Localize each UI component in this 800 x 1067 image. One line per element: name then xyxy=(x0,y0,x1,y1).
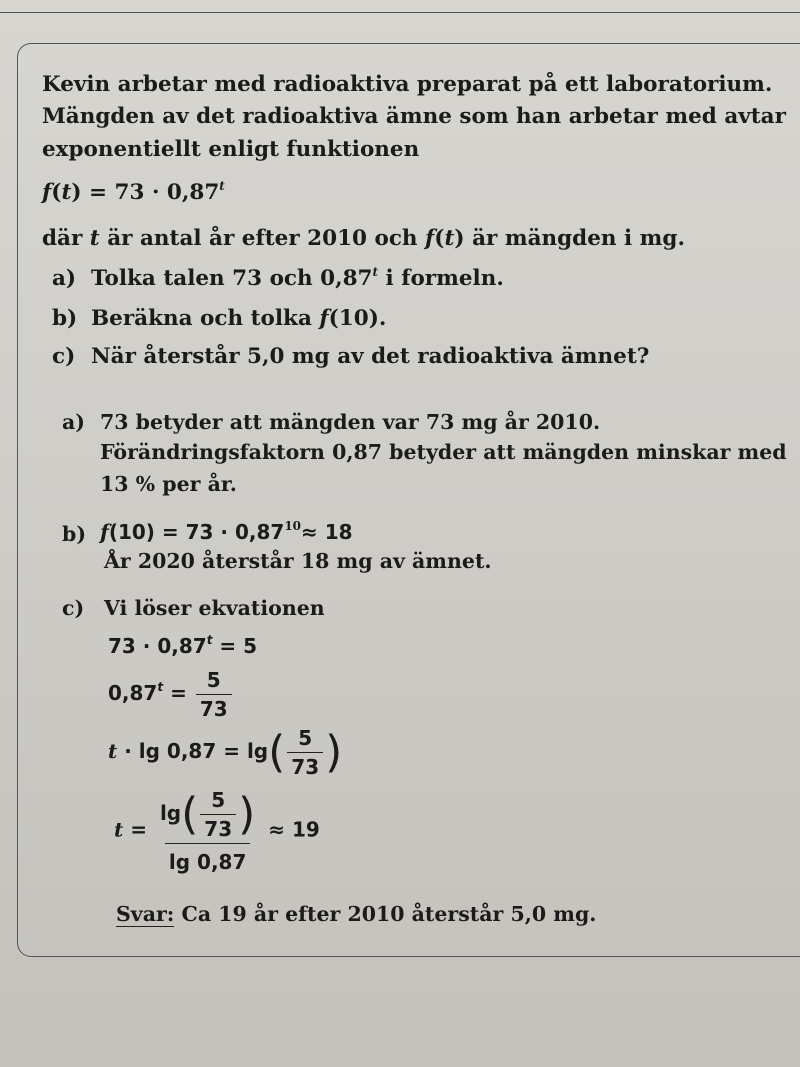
formula-rhs: = 73 · 0,87 xyxy=(89,180,220,205)
b-func: f xyxy=(100,520,109,544)
desc-post: är mängden i mg. xyxy=(472,226,685,251)
qb-pre: Beräkna och tolka xyxy=(91,306,312,331)
solution-a-line-3: 13 % per år. xyxy=(100,472,237,496)
question-a-label: a) xyxy=(52,266,77,291)
eq3-fraction xyxy=(287,726,323,779)
eq2-exp: t xyxy=(157,680,164,694)
eq3-mid: · lg 0,87 = lg xyxy=(124,739,269,763)
problem-line-2: Mängden av det radioaktiva ämne som han arbetar med avtar xyxy=(42,104,786,129)
eq4-fraction xyxy=(156,788,259,874)
desc-func-var: t xyxy=(444,226,455,251)
qb-arg: (10). xyxy=(328,306,387,331)
solution-a-line-2: Förändringsfaktorn 0,87 betyder att mängden minskar med xyxy=(100,440,787,464)
qa-pre: Tolka talen 73 och 0,87 xyxy=(91,266,373,291)
desc-pre: där xyxy=(42,226,83,251)
question-c: När återstår 5,0 mg av det radioaktiva ämnet? xyxy=(91,344,650,369)
desc-var: t xyxy=(89,226,100,251)
answer-line xyxy=(116,902,596,926)
solution-a-label: a) xyxy=(62,410,85,434)
answer-text: Ca 19 år efter 2010 återstår 5,0 mg. xyxy=(181,902,597,926)
equation-1 xyxy=(108,634,257,658)
eq4-inner-fraction xyxy=(200,788,236,841)
b-expr: (10) = 73 · 0,87 xyxy=(108,520,285,544)
eq1-post: = 5 xyxy=(219,634,258,658)
equation-2 xyxy=(108,668,234,721)
formula-exp: t xyxy=(219,179,225,193)
formula: $f(t) = 73 \cdot 0,87^t$ xyxy=(42,179,225,205)
eq2-num: 5 xyxy=(206,668,221,692)
eq4-var: t xyxy=(114,817,124,842)
page-top-rule xyxy=(0,0,800,13)
eq4-result: ≈ 19 xyxy=(268,817,320,842)
formula-func: f xyxy=(42,180,52,205)
eq3-den: 73 xyxy=(287,752,323,779)
question-a xyxy=(91,266,504,291)
qa-exp: t xyxy=(372,265,379,279)
eq4-num: 5 xyxy=(211,788,226,812)
solution-a-line-1: 73 betyder att mängden var 73 mg år 2010. xyxy=(100,410,601,434)
solution-b-label: b) xyxy=(62,522,87,546)
b-exp: 10 xyxy=(284,519,302,533)
solution-c-label: c) xyxy=(62,596,85,620)
question-b xyxy=(91,306,386,331)
qb-func: f xyxy=(319,306,329,331)
equation-4 xyxy=(114,788,320,874)
solution-b-expression xyxy=(100,520,353,544)
problem-line-3: exponentiellt enligt funktionen xyxy=(42,137,420,162)
eq4-lg: lg xyxy=(159,801,182,825)
question-b-label: b) xyxy=(52,306,78,331)
desc-mid: är antal år efter 2010 och xyxy=(107,226,418,251)
eq3-var: t xyxy=(108,739,118,763)
eq1-pre: 73 · 0,87 xyxy=(108,634,207,658)
formula-var: t xyxy=(61,180,72,205)
eq4-bottom: lg 0,87 xyxy=(165,843,250,874)
problem-line-1: Kevin arbetar med radioaktiva preparat på ett laboratorium. xyxy=(42,72,773,97)
eq2-fraction xyxy=(196,668,232,721)
eq3-num: 5 xyxy=(298,726,313,750)
desc-func: f xyxy=(425,226,435,251)
solution-c-intro: Vi löser ekvationen xyxy=(104,596,325,620)
eq4-den: 73 xyxy=(200,814,236,841)
answer-label: Svar: xyxy=(116,902,175,926)
eq1-exp: t xyxy=(206,633,213,647)
problem-description: där t är antal år efter 2010 och f(t) är mängden i mg. xyxy=(42,226,685,251)
eq2-eq: = xyxy=(170,681,187,705)
eq2-pre: 0,87 xyxy=(108,681,158,705)
eq4-eq: = xyxy=(130,817,147,842)
b-result: ≈ 18 xyxy=(301,520,353,544)
qa-post: i formeln. xyxy=(385,266,504,291)
equation-3: t · lg 0,87 = lg( $\frac{5}{73}$ ) xyxy=(108,726,343,779)
question-c-label: c) xyxy=(52,344,76,369)
eq2-den: 73 xyxy=(196,694,232,721)
eq4-numerator: lg( $\frac{5}{73}$ ) xyxy=(159,788,256,841)
solution-b-line-2: År 2020 återstår 18 mg av ämnet. xyxy=(104,549,492,573)
